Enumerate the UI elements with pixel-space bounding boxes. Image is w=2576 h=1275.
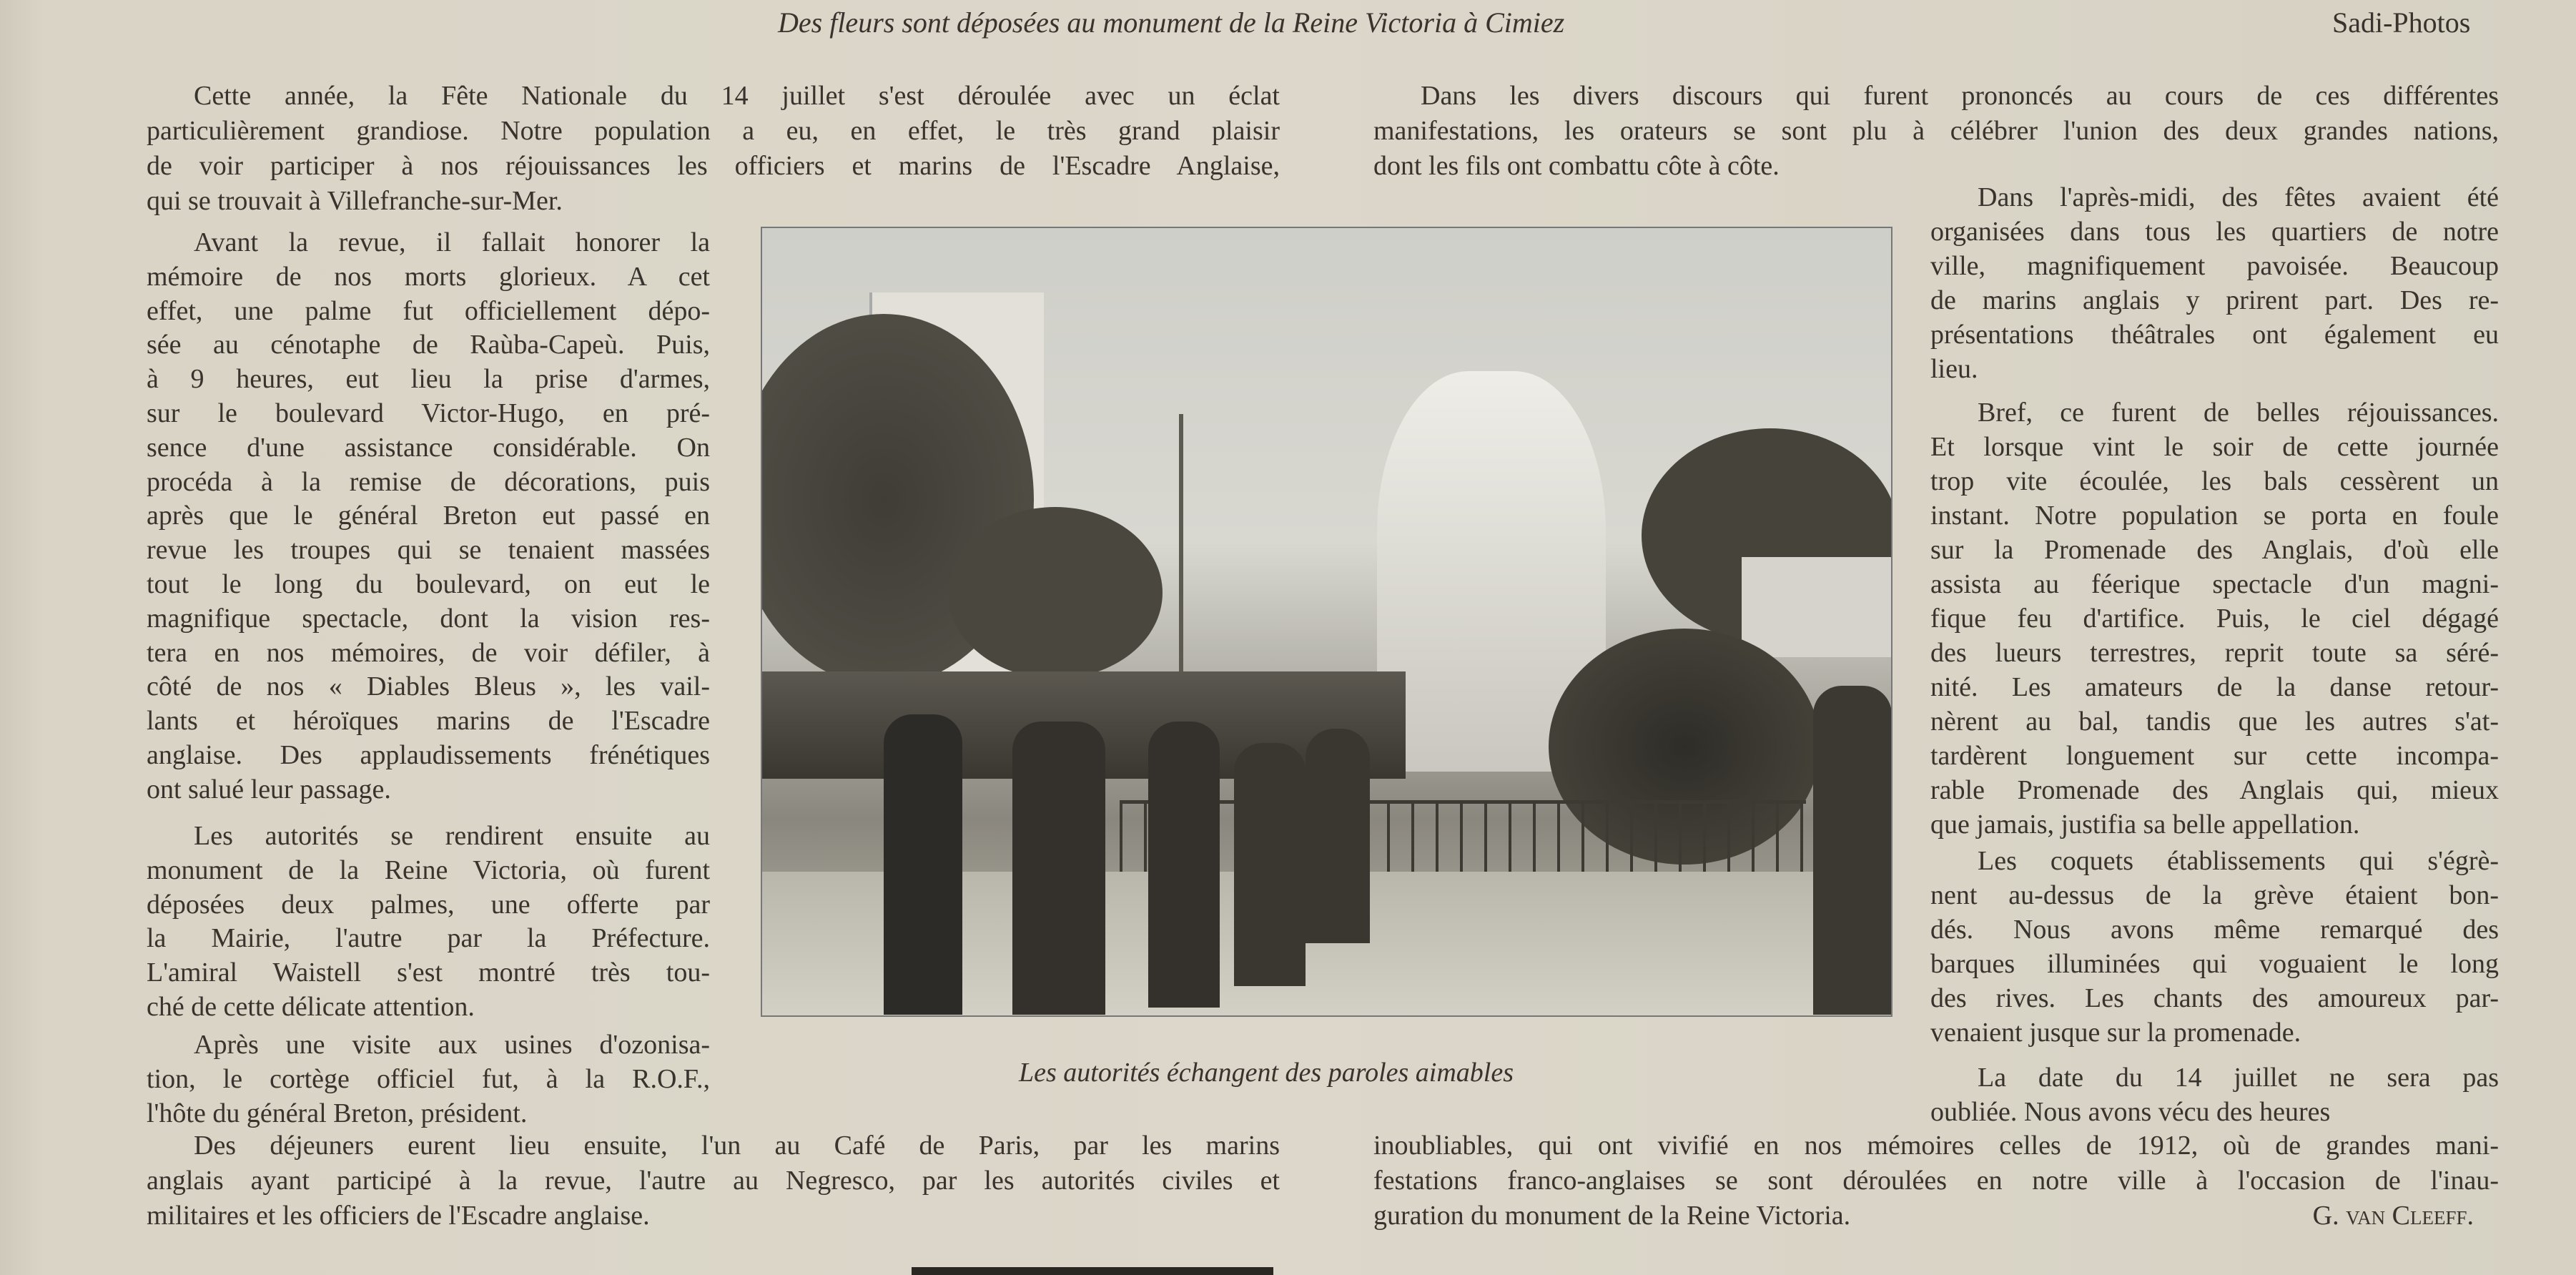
text-line: dont les fils ont combattu côte à côte. [1373,151,1780,181]
paragraph [1930,844,2499,1050]
text-line: Cette année, la Fête Nationale du 14 juillet s'est déroulée avec un éclat [194,81,1280,111]
text-line: après que le général Breton eut passé en [147,501,710,531]
officer-right [1813,686,1892,1015]
author-signature: G. van Cleeff. [2312,1201,2474,1231]
text-line: mémoire de nos morts glorieux. A cet [147,261,710,292]
text-line: Avant la revue, il fallait honorer la [194,227,710,257]
text-line: de voir participer à nos réjouissances les officiers et marins de l'Escadre Anglaise, [147,151,1280,181]
officer-3 [1148,722,1220,1008]
text-line: rable Promenade des Anglais qui, mieux [1930,775,2499,805]
text-line: Les coquets établissements qui s'égrè- [1978,846,2499,876]
article-photo [761,227,1892,1017]
text-line: sur le boulevard Victor-Hugo, en pré- [147,398,710,428]
bottom-rule [912,1267,1273,1275]
text-line: nèrent au bal, tandis que les autres s'at- [1930,707,2499,737]
text-line: lants et héroïques marins de l'Escadre [147,706,710,737]
text-line: effet, une palme fut officiellement dépo- [147,295,710,326]
paragraph [1930,180,2499,386]
text-line: procéda à la remise de décorations, puis [147,466,710,497]
text-line: tion, le cortège officiel fut, à la R.O.F., [147,1063,710,1094]
text-line: magnifique spectacle, dont la vision res- [147,603,710,634]
text-line: manifestations, les orateurs se sont plu à célébrer l'union des deux grandes nations, [1373,116,2499,146]
text-line: Après une visite aux usines d'ozonisa- [194,1030,710,1060]
photo-caption: Les autorités échangent des paroles aimables [1019,1058,1514,1088]
text-line: déposées deux palmes, une offerte par [147,889,710,920]
text-line: que jamais, justifia sa belle appellation. [1930,809,2360,840]
text-line: qui se trouvait à Villefranche-sur-Mer. [147,186,563,216]
text-line: militaires et les officiers de l'Escadre anglaise. [147,1201,650,1231]
text-line: nent au-dessus de la grève étaient bon- [1930,880,2499,910]
text-line: Des déjeuners eurent lieu ensuite, l'un au Café de Paris, par les marins [194,1131,1280,1161]
lamp-post [1179,414,1183,686]
text-line: des lueurs terrestres, reprit toute sa séré- [1930,638,2499,668]
text-line: Dans l'après-midi, des fêtes avaient été [1978,182,2499,212]
text-line: monument de la Reine Victoria, où furent [147,855,710,885]
paragraph [147,1028,710,1131]
text-line: tardèrent longuement sur cette incompa- [1930,741,2499,771]
photo-headline: Des fleurs sont déposées au monument de la Reine Victoria à Cimiez [778,6,1565,39]
text-line: Les autorités se rendirent ensuite au [194,821,710,851]
text-line: instant. Notre population se porta en foule [1930,501,2499,531]
officer-1 [884,714,962,1015]
paragraph [147,819,710,1025]
text-line: trop vite écoulée, les bals cessèrent un [1930,466,2499,496]
text-line: la Mairie, l'autre par la Préfecture. [147,923,710,954]
text-line: à 9 heures, eut lieu la prise d'armes, [147,364,710,395]
paragraph [1930,395,2499,842]
house-right [1742,557,1892,657]
paragraph [147,226,710,807]
text-line: ville, magnifiquement pavoisée. Beaucoup [1930,251,2499,281]
text-line: Dans les divers discours qui furent prononcés au cours de ces différentes [1421,81,2499,111]
text-line: anglaise. Des applaudissements frénétiques [147,739,710,770]
text-line: lieu. [1930,354,1978,384]
paragraph [1373,79,2499,184]
officer-5 [1306,729,1370,943]
text-line: assista au féerique spectacle d'un magni- [1930,569,2499,599]
text-line: tera en nos mémoires, de voir défiler, à [147,637,710,668]
text-line: anglais ayant participé à la revue, l'autre au Negresco, par les autorités civiles et [147,1166,1280,1196]
text-line: fique feu d'artifice. Puis, le ciel dégagé [1930,604,2499,634]
text-line: inoubliables, qui ont vivifié en nos mémoires celles de 1912, où de grandes mani- [1373,1131,2499,1161]
text-line: de marins anglais y prirent part. Des re- [1930,285,2499,315]
text-line: côté de nos « Diables Bleus », les vail- [147,671,710,702]
text-line: ché de cette délicate attention. [147,991,475,1022]
text-line: sée au cénotaphe de Raùba-Capeù. Puis, [147,330,710,360]
text-line: Bref, ce furent de belles réjouissances. [1978,398,2499,428]
text-line: sur la Promenade des Anglais, d'où elle [1930,535,2499,565]
text-line: nité. Les amateurs de la danse retour- [1930,672,2499,702]
text-line: Et lorsque vint le soir de cette journée [1930,432,2499,462]
officer-4 [1234,743,1306,986]
photo-credit: Sadi-Photos [2332,6,2471,39]
text-line: sence d'une assistance considérable. On [147,432,710,463]
text-line: organisées dans tous les quartiers de notre [1930,217,2499,247]
paragraph [1930,1060,2499,1129]
text-line: dés. Nous avons même remarqué des [1930,915,2499,945]
text-line: La date du 14 juillet ne sera pas [1978,1063,2499,1093]
text-line: oubliée. Nous avons vécu des heures [1930,1097,2331,1127]
text-line: venaient jusque sur la promenade. [1930,1018,2301,1048]
text-line: l'hôte du général Breton, président. [147,1098,528,1128]
text-line: barques illuminées qui voguaient le long [1930,949,2499,979]
text-line: présentations théâtrales ont également eu [1930,320,2499,350]
officer-2 [1012,722,1105,1015]
text-line: des rives. Les chants des amoureux par- [1930,983,2499,1013]
text-line: guration du monument de la Reine Victoria. [1373,1201,1851,1231]
text-line: particulièrement grandiose. Notre population a eu, en effet, le très grand plaisir [147,116,1280,146]
text-line: tout le long du boulevard, on eut le [147,568,710,599]
text-line: L'amiral Waistell s'est montré très tou- [147,958,710,988]
text-line: ont salué leur passage. [147,774,391,804]
text-line: revue les troupes qui se tenaient massées [147,535,710,566]
tree-middle [948,507,1163,679]
signature-block [1988,1198,2474,1234]
paragraph [147,1128,1280,1234]
text-line: festations franco-anglaises se sont déroulées en notre ville à l'occasion de l'inau- [1373,1166,2499,1196]
paragraph [147,79,1280,219]
